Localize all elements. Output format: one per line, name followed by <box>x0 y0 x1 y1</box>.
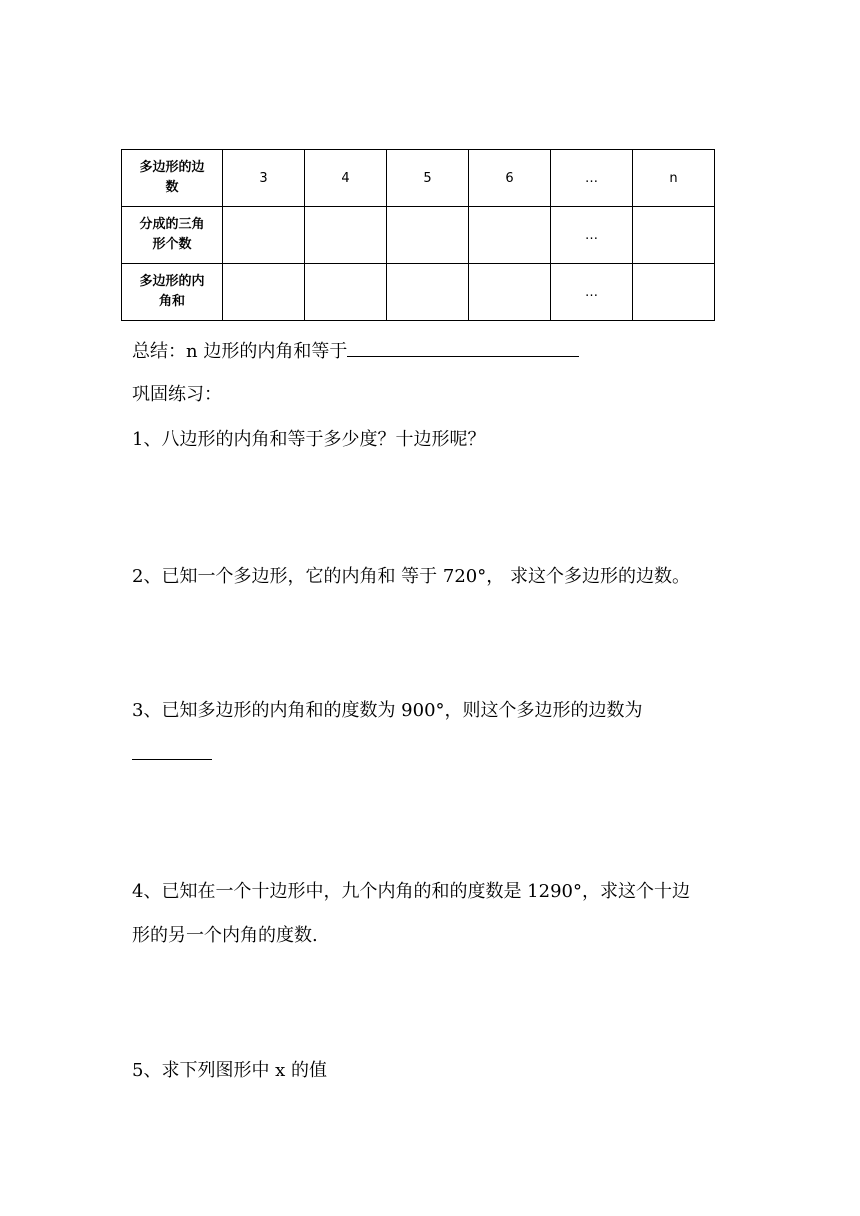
row-header-triangles: 分成的三角 形个数 <box>122 207 223 264</box>
row-header-sides: 多边形的边 数 <box>122 150 223 207</box>
table-cell: … <box>551 207 633 264</box>
summary-line <box>132 337 579 363</box>
table-cell: 3 <box>223 150 305 207</box>
question-3: 3、已知多边形的内角和的度数为 900°，则这个多边形的边数为 <box>132 700 643 721</box>
summary-text: 总结：n 边形的内角和等于 <box>132 341 348 362</box>
table-cell: … <box>551 150 633 207</box>
table-cell: … <box>551 264 633 321</box>
table-cell[interactable] <box>305 207 387 264</box>
table-cell: 5 <box>387 150 469 207</box>
table-cell[interactable] <box>633 264 715 321</box>
table-cell[interactable] <box>469 207 551 264</box>
section-title: 巩固练习： <box>132 384 222 405</box>
table-cell[interactable] <box>633 207 715 264</box>
polygon-table <box>121 149 715 321</box>
row-header-angle-sum: 多边形的内 角和 <box>122 264 223 321</box>
answer-blank[interactable] <box>347 340 579 357</box>
table-cell: 4 <box>305 150 387 207</box>
question-4-line-2: 形的另一个内角的度数. <box>132 925 318 946</box>
table-cell[interactable] <box>305 264 387 321</box>
question-5: 5、求下列图形中 x 的值 <box>132 1060 328 1081</box>
table-cell[interactable] <box>223 264 305 321</box>
question-2: 2、已知一个多边形，它的内角和 等于 720°， 求这个多边形的边数。 <box>132 566 690 587</box>
question-1: 1、八边形的内角和等于多少度？十边形呢？ <box>132 429 486 450</box>
table-row <box>122 264 715 321</box>
answer-blank[interactable] <box>132 743 212 760</box>
table-row <box>122 207 715 264</box>
table-cell[interactable] <box>223 207 305 264</box>
table-row <box>122 150 715 207</box>
table-cell: 6 <box>469 150 551 207</box>
table-cell: n <box>633 150 715 207</box>
table-cell[interactable] <box>469 264 551 321</box>
table-cell[interactable] <box>387 264 469 321</box>
question-3-blank-line <box>132 743 212 765</box>
question-4-line-1: 4、已知在一个十边形中，九个内角的和的度数是 1290°，求这个十边 <box>132 881 690 902</box>
table-cell[interactable] <box>387 207 469 264</box>
